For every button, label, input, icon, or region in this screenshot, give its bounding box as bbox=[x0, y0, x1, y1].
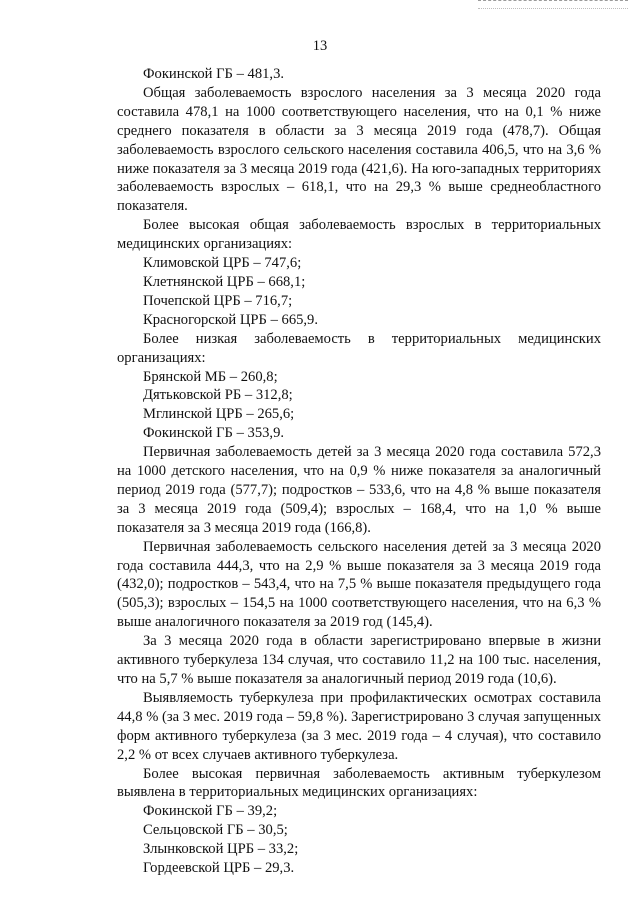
list-item: Красногорской ЦРБ – 665,9. bbox=[143, 311, 319, 328]
list-item: Гордеевской ЦРБ – 29,3. bbox=[143, 860, 295, 877]
page-number: 13 bbox=[312, 38, 328, 54]
paragraph: Первичная заболеваемость детей за 3 месяца 2020 года составила 572,3 на 1000 детского населения, что на 0,9 % ниже показателя за аналогичный период 2019 года (577,7); подростков – 533,6, что на 4,8 % выше показателя за 3 месяца 2019 года (509,4); взрослых – 168,4, что на 1,0 % выше показателя за 3 месяца 2019 года (166,8). bbox=[117, 444, 601, 536]
list-item: Брянской МБ – 260,8; bbox=[143, 368, 278, 385]
paragraph: Более высокая общая заболеваемость взрослых в территориальных медицинских организациях: bbox=[117, 217, 601, 253]
paragraph: Первичная заболеваемость сельского населения детей за 3 месяца 2020 года составила 444,3, что на 2,9 % выше показателя за 3 месяца 2019 года (432,0); подростков – 543,4, что на 7,5 % выше показателя предыдущего года (505,3); взрослых – 154,5 на 1000 соответствующего населения, что на 6,3 % выше аналогичного показателя за 2019 год (145,4). bbox=[117, 538, 601, 631]
list-item: Почепской ЦРБ – 716,7; bbox=[143, 292, 293, 309]
paragraph: Общая заболеваемость взрослого населения за 3 месяца 2020 года составила 478,1 на 1000 соответствующего населения, что на 0,1 % ниже среднего показателя в области за 3 месяца 2019 года (478,7). Общая заболеваемость взрослого сельского населения составила 406,5, что на 3,6 % ниже показателя за 3 месяца 2019 года (421,6). На юго-западных территориях заболеваемость взрослых – 618,1, что на 29,3 % выше среднеобластного показателя. bbox=[117, 84, 601, 215]
list-item: Фокинской ГБ – 481,3. bbox=[143, 66, 285, 82]
scan-edge-mark bbox=[478, 0, 628, 9]
paragraph: За 3 месяца 2020 года в области зарегистрировано впервые в жизни активного туберкулеза 134 случая, что составило 11,2 на 100 тыс. населения, что на 5,7 % выше показателя за аналогичный период 2019 года (10,6). bbox=[117, 633, 601, 687]
paragraph: Выявляемость туберкулеза при профилактических осмотрах составила 44,8 % (за 3 мес. 2019 года – 59,8 %). Зарегистрировано 3 случая запущенных форм активного туберкулеза (за 3 мес. 2019 года – 4 случая), что составило 2,2 % от всех случаев активного туберкулеза. bbox=[117, 689, 601, 763]
list-item: Климовской ЦРБ – 747,6; bbox=[143, 255, 302, 272]
list-item: Злынковской ЦРБ – 33,2; bbox=[143, 841, 299, 858]
document-body bbox=[117, 65, 601, 878]
list-item: Фокинской ГБ – 353,9. bbox=[143, 425, 285, 442]
list-item: Клетнянской ЦРБ – 668,1; bbox=[143, 273, 306, 290]
list-item: Дятьковской РБ – 312,8; bbox=[143, 387, 293, 404]
list-item: Фокинской ГБ – 39,2; bbox=[143, 803, 278, 820]
list-item: Сельцовской ГБ – 30,5; bbox=[143, 822, 288, 839]
paragraph: Более низкая заболеваемость в территориальных медицинских организациях: bbox=[117, 330, 601, 366]
paragraph: Более высокая первичная заболеваемость активным туберкулезом выявлена в территориальных медицинских организациях: bbox=[117, 765, 601, 801]
list-item: Мглинской ЦРБ – 265,6; bbox=[143, 406, 295, 423]
